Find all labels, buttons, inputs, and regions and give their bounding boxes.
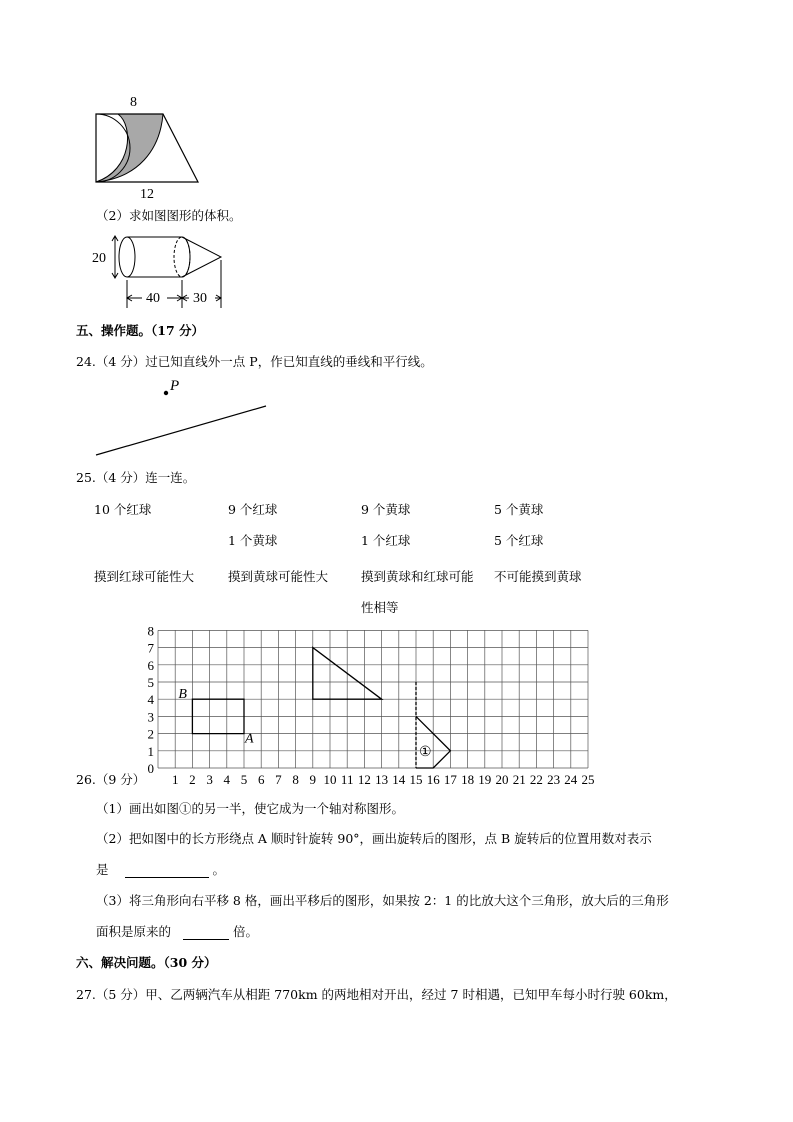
ball-box-4-line2: 5 个红球 xyxy=(494,533,544,548)
point-p xyxy=(164,391,168,395)
ball-box-2-line1: 9 个红球 xyxy=(228,502,278,517)
x-tick-label: 4 xyxy=(223,772,231,787)
x-tick-label: 3 xyxy=(206,772,213,787)
height-label: 20 xyxy=(92,251,106,266)
shape-1-label: ① xyxy=(419,744,432,760)
x-tick-label: 10 xyxy=(323,772,337,787)
answer-blank-b-position[interactable] xyxy=(125,862,209,878)
question-24: 24.（4 分）过已知直线外一点 P，作已知直线的垂线和平行线。 xyxy=(76,354,433,369)
y-tick-label: 2 xyxy=(147,726,154,742)
x-tick-label: 9 xyxy=(309,772,317,787)
x-tick-label: 16 xyxy=(426,772,440,787)
result-3-line2: 性相等 xyxy=(361,600,399,615)
x-tick-label: 13 xyxy=(375,772,389,787)
ball-box-3-line1: 9 个黄球 xyxy=(361,502,411,517)
y-tick-label: 4 xyxy=(147,692,154,708)
ball-box-3-line2: 1 个红球 xyxy=(361,533,411,548)
section-6-heading: 六、解决问题。（30 分） xyxy=(76,955,217,970)
y-tick-label: 5 xyxy=(147,675,154,690)
x-tick-label: 19 xyxy=(478,772,492,787)
x-tick-label: 14 xyxy=(392,772,406,787)
x-tick-label: 6 xyxy=(257,772,265,787)
y-tick-label: 8 xyxy=(147,623,154,639)
line-and-point-figure xyxy=(90,374,280,460)
y-tick-label: 6 xyxy=(147,657,154,673)
x-tick-label: 17 xyxy=(443,772,457,787)
q26-2-prefix: 是 xyxy=(96,862,109,877)
x-tick-label: 22 xyxy=(529,772,543,787)
trapezoid-top-label: 8 xyxy=(130,95,137,110)
cylinder-cone-figure xyxy=(90,228,240,312)
question-26-3-line2 xyxy=(96,922,258,940)
x-tick-label: 1 xyxy=(171,772,179,787)
question-26-1: （1）画出如图①的另一半，使它成为一个轴对称图形。 xyxy=(96,801,404,816)
result-4: 不可能摸到黄球 xyxy=(494,569,582,584)
coordinate-grid xyxy=(140,620,610,790)
result-2: 摸到黄球可能性大 xyxy=(228,569,329,584)
x-tick-label: 24 xyxy=(564,772,578,787)
section-5-heading: 五、操作题。（17 分） xyxy=(76,323,204,338)
question-26-2-line2 xyxy=(96,860,225,878)
result-3-line1: 摸到黄球和红球可能 xyxy=(361,569,474,584)
ball-box-1-line1: 10 个红球 xyxy=(94,502,152,517)
x-tick-label: 5 xyxy=(240,772,248,787)
trapezoid-bottom-label: 12 xyxy=(140,187,154,202)
length1-label: 40 xyxy=(146,291,160,306)
ball-box-4-line1: 5 个黄球 xyxy=(494,502,544,517)
result-1: 摸到红球可能性大 xyxy=(94,569,195,584)
q26-3-suffix: 倍。 xyxy=(232,924,258,939)
question-25: 25.（4 分）连一连。 xyxy=(76,470,196,485)
x-tick-label: 21 xyxy=(512,772,526,787)
x-tick-label: 25 xyxy=(581,772,595,787)
x-tick-label: 12 xyxy=(357,772,371,787)
q26-2-suffix: 。 xyxy=(212,862,225,877)
x-tick-label: 20 xyxy=(495,772,509,787)
question-27: 27.（5 分）甲、乙两辆汽车从相距 770km 的两地相对开出，经过 7 时相遇，已知甲车每小时行驶 60km， xyxy=(76,987,677,1002)
x-tick-label: 18 xyxy=(461,772,475,787)
answer-blank-area-ratio[interactable] xyxy=(183,924,229,940)
given-line xyxy=(96,406,266,455)
q26-3-prefix: 面积是原来的 xyxy=(96,924,172,939)
length2-label: 30 xyxy=(193,291,207,306)
y-tick-label: 1 xyxy=(147,743,154,759)
point-p-label: P xyxy=(170,378,180,394)
y-tick-label: 0 xyxy=(147,761,154,776)
question-23-2: （2）求如图图形的体积。 xyxy=(96,208,242,223)
y-tick-label: 7 xyxy=(147,640,154,656)
x-tick-label: 23 xyxy=(547,772,561,787)
y-tick-label: 3 xyxy=(147,709,154,725)
x-tick-label: 15 xyxy=(409,772,423,787)
x-tick-label: 11 xyxy=(340,772,354,787)
x-tick-label: 2 xyxy=(189,772,196,787)
question-26: 26.（9 分） xyxy=(76,772,146,787)
x-tick-label: 7 xyxy=(275,772,282,787)
trapezoid-figure xyxy=(88,90,208,202)
question-26-3-line1: （3）将三角形向右平移 8 格，画出平移后的图形，如果按 2：1 的比放大这个三角形，放大后的三角形 xyxy=(96,893,669,908)
ball-box-2-line2: 1 个黄球 xyxy=(228,533,278,548)
point-a-label: A xyxy=(245,731,254,747)
question-26-2-line1: （2）把如图中的长方形绕点 A 顺时针旋转 90°，画出旋转后的图形，点 B 旋转后的位置用数对表示 xyxy=(96,831,652,846)
x-tick-label: 8 xyxy=(292,772,299,787)
point-b-label: B xyxy=(178,687,187,703)
